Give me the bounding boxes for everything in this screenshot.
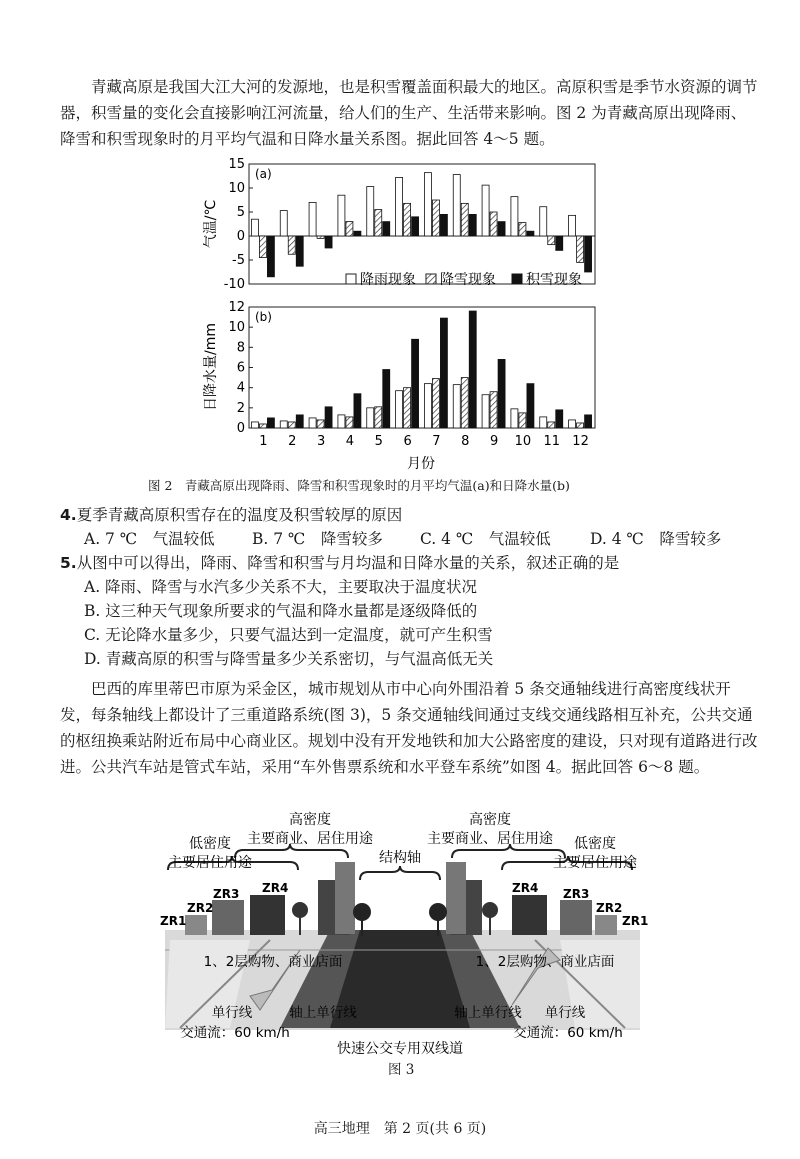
x-tick-label: 2 xyxy=(288,434,297,449)
label-high-density-left: 高密度 xyxy=(289,812,331,828)
mid-building-left xyxy=(250,895,285,935)
bar-snowfall-4 xyxy=(346,417,353,428)
bar-rain-1 xyxy=(251,422,258,428)
y-tick-label: -5 xyxy=(232,253,245,268)
label-structural-axis: 结构轴 xyxy=(379,850,421,866)
bar-snowcover-10 xyxy=(527,231,534,236)
y-tick-label: 12 xyxy=(228,300,245,315)
label-shops-left: 1、2层购物、商业店面 xyxy=(203,954,343,970)
bar-snowcover-9 xyxy=(498,359,505,428)
label-zr3-left: ZR3 xyxy=(213,887,240,901)
legend-rain: 降雨现象 xyxy=(360,272,416,288)
bar-snowfall-9 xyxy=(490,212,497,236)
bar-snowfall-11 xyxy=(548,236,555,245)
bar-rain-9 xyxy=(482,395,489,428)
bar-rain-12 xyxy=(569,215,576,236)
bar-snowfall-11 xyxy=(548,422,555,428)
bar-rain-7 xyxy=(424,173,431,236)
bar-rain-3 xyxy=(309,418,316,428)
bar-rain-2 xyxy=(280,211,287,236)
bar-snowcover-1 xyxy=(267,418,274,428)
bar-snowfall-1 xyxy=(259,424,266,428)
bar-snowfall-5 xyxy=(375,210,382,236)
y-axis-label: 日降水量/mm xyxy=(203,323,219,411)
bar-rain-5 xyxy=(367,408,374,428)
x-tick-label: 5 xyxy=(374,434,383,449)
bar-snowfall-5 xyxy=(375,407,382,428)
y-tick-label: 15 xyxy=(228,157,245,172)
bar-snowfall-12 xyxy=(577,423,584,428)
bar-snowfall-12 xyxy=(577,236,584,262)
legend-snowfall: 降雪现象 xyxy=(440,272,496,288)
bar-rain-9 xyxy=(482,185,489,236)
label-zr4-left: ZR4 xyxy=(262,881,289,895)
legend xyxy=(346,272,582,288)
x-tick-label: 1 xyxy=(259,434,268,449)
bar-snowfall-6 xyxy=(404,388,411,428)
x-tick-label: 3 xyxy=(316,434,326,449)
bar-snowfall-7 xyxy=(432,379,439,428)
q4-option-c[interactable]: C. 4 ℃ 气温较低 xyxy=(420,530,551,548)
bar-rain-12 xyxy=(569,420,576,428)
q4-option-a[interactable]: A. 7 ℃ 气温较低 xyxy=(84,530,215,548)
bar-snowcover-12 xyxy=(585,236,592,272)
bar-snowcover-3 xyxy=(325,236,332,248)
q5-option-a[interactable]: A. 降雨、降雪与水汽多少关系不大，主要取决于温度状况 xyxy=(84,578,478,596)
q4-option-d[interactable]: D. 4 ℃ 降雪较多 xyxy=(590,530,722,548)
bar-snowcover-6 xyxy=(412,217,419,236)
figure-3-caption: 图 3 xyxy=(388,1062,415,1078)
panel-title: (a) xyxy=(255,167,272,181)
bar-snowfall-8 xyxy=(461,378,468,428)
bar-snowfall-7 xyxy=(432,200,439,236)
x-tick-label: 10 xyxy=(514,434,532,449)
bar-snowfall-3 xyxy=(317,420,324,428)
label-high-use-right: 主要商业、居住用途 xyxy=(427,831,553,847)
bar-rain-4 xyxy=(338,195,345,236)
x-tick-label: 11 xyxy=(543,434,561,449)
y-tick-label: 2 xyxy=(236,400,245,416)
label-oneway-left: 单行线 xyxy=(211,1005,253,1021)
label-low-use-right: 主要居住用途 xyxy=(553,855,637,871)
bar-rain-8 xyxy=(453,175,460,236)
label-low-use-left: 主要居住用途 xyxy=(168,855,252,871)
bar-rain-11 xyxy=(540,207,547,236)
bar-snowfall-2 xyxy=(288,236,295,254)
x-axis-label: 月份 xyxy=(407,456,435,472)
y-tick-label: 6 xyxy=(236,360,245,376)
intro-paragraph-1: 青藏高原是我国大江大河的发源地，也是积雪覆盖面积最大的地区。高原积雪是季节水资源的调节器，积雪量的变化会直接影响江河流量，给人们的生产、生活带来影响。图 2 为青藏高原出现降雨、降雪和积雪现象时的月平均气温和日降水量关系图。据此回答 4～5 题。 xyxy=(60,78,758,148)
x-tick-label: 4 xyxy=(345,434,355,449)
bar-rain-10 xyxy=(511,197,518,236)
label-flow-left: 交通流：60 km/h xyxy=(180,1025,290,1041)
label-high-use-left: 主要商业、居住用途 xyxy=(247,831,373,847)
bar-snowfall-4 xyxy=(346,222,353,236)
plot-frame xyxy=(249,307,595,428)
q5-option-c[interactable]: C. 无论降水量多少，只要气温达到一定温度，就可产生积雪 xyxy=(84,626,493,644)
bar-snowfall-9 xyxy=(490,392,497,428)
bar-rain-7 xyxy=(424,384,431,428)
x-tick-label: 6 xyxy=(403,434,412,449)
y-tick-label: 8 xyxy=(236,340,245,356)
bar-snowcover-2 xyxy=(296,415,303,428)
bar-rain-5 xyxy=(367,187,374,236)
bar-rain-10 xyxy=(511,409,518,428)
bar-snowcover-12 xyxy=(585,415,592,428)
x-tick-label: 8 xyxy=(461,434,470,449)
bar-snowcover-11 xyxy=(556,236,563,250)
bar-snowcover-2 xyxy=(296,236,303,266)
bar-snowfall-10 xyxy=(519,413,526,428)
bar-rain-8 xyxy=(453,385,460,428)
y-tick-label: 0 xyxy=(236,229,245,244)
bar-snowcover-1 xyxy=(267,236,274,277)
bar-snowcover-8 xyxy=(469,311,476,428)
label-zr1-right: ZR1 xyxy=(622,914,649,928)
bar-snowcover-9 xyxy=(498,222,505,236)
x-tick-label: 9 xyxy=(489,434,499,449)
bar-snowcover-6 xyxy=(412,339,419,428)
y-tick-label: 10 xyxy=(228,181,245,196)
figure-2-caption: 图 2 青藏高原出现降雨、降雪和积雪现象时的月平均气温(a)和日降水量(b) xyxy=(148,478,570,493)
bar-snowfall-8 xyxy=(461,203,468,236)
bracket-axis xyxy=(360,866,440,880)
question-4-number: 4. xyxy=(60,506,77,524)
question-5 xyxy=(60,551,760,575)
panel-b xyxy=(202,300,595,449)
q5-option-b[interactable]: B. 这三种天气现象所要求的气温和降水量都是逐级降低的 xyxy=(84,602,478,620)
label-zr3-right: ZR3 xyxy=(563,887,590,901)
bar-snowcover-5 xyxy=(383,222,390,236)
bar-rain-2 xyxy=(280,421,287,428)
bar-rain-1 xyxy=(251,219,258,236)
x-tick-label: 7 xyxy=(432,434,441,449)
bar-snowcover-5 xyxy=(383,370,390,428)
bar-snowcover-7 xyxy=(440,318,447,428)
label-oneway-right: 单行线 xyxy=(544,1005,586,1021)
bar-snowfall-2 xyxy=(288,422,295,428)
bar-snowcover-4 xyxy=(354,231,361,236)
question-4-text: 夏季青藏高原积雪存在的温度及积雪较厚的原因 xyxy=(76,506,403,524)
figure-3-illustration xyxy=(0,800,800,1060)
bar-snowcover-3 xyxy=(325,407,332,428)
bar-snowcover-4 xyxy=(354,394,361,428)
bar-snowfall-10 xyxy=(519,223,526,236)
bar-snowfall-6 xyxy=(404,203,411,236)
x-tick-label: 12 xyxy=(572,434,589,449)
bar-rain-3 xyxy=(309,202,316,236)
question-4 xyxy=(60,503,760,527)
label-low-density-right: 低密度 xyxy=(574,836,616,852)
bar-snowcover-10 xyxy=(527,384,534,428)
y-tick-label: 10 xyxy=(228,320,245,336)
bar-rain-6 xyxy=(396,391,403,428)
q4-option-b[interactable]: B. 7 ℃ 降雪较多 xyxy=(252,530,383,548)
label-zr4-right: ZR4 xyxy=(512,881,539,895)
y-tick-label: 5 xyxy=(236,205,245,220)
label-zr2-right: ZR2 xyxy=(596,901,623,915)
y-axis-label: 气温/℃ xyxy=(203,199,219,249)
mid-building-right xyxy=(512,895,547,935)
question-5-text: 从图中可以得出，降雨、降雪和积雪与月均温和日降水量的关系，叙述正确的是 xyxy=(76,554,620,572)
y-tick-label: 4 xyxy=(236,380,245,396)
page-footer: 高三地理 第 2 页(共 6 页) xyxy=(313,1121,487,1137)
legend-snowcover: 积雪现象 xyxy=(526,272,582,288)
q5-option-d[interactable]: D. 青藏高原的积雪与降雪量多少关系密切，与气温高低无关 xyxy=(84,650,494,668)
label-axis-oneway-left: 轴上单行线 xyxy=(289,1005,357,1021)
bar-rain-6 xyxy=(396,177,403,236)
bar-rain-11 xyxy=(540,417,547,428)
bar-rain-4 xyxy=(338,415,345,428)
intro-paragraph-2: 巴西的库里蒂巴市原为采金区，城市规划从市中心向外围沿着 5 条交通轴线进行高密度线状开发，每条轴线上都设计了三重道路系统(图 3)，5 条交通轴线间通过支线交通线路相互补充，公共交通的枢纽换乘站附近布局中心商业区。规划中没有开发地铁和加大公路密度的建设，只对现有道路进行改进。公共汽车站是管式车站，采用“车外售票系统和水平登车系统”如图 4。据此回答 6～8 题。 xyxy=(60,680,758,776)
question-5-number: 5. xyxy=(60,554,77,572)
y-tick-label: -10 xyxy=(223,277,245,292)
bar-snowcover-11 xyxy=(556,410,563,428)
panel-title: (b) xyxy=(255,310,272,324)
y-tick-label: 0 xyxy=(236,421,245,436)
bar-snowfall-1 xyxy=(259,236,266,258)
label-zr1-left: ZR1 xyxy=(160,914,187,928)
bar-snowcover-7 xyxy=(440,214,447,236)
label-low-density-left: 低密度 xyxy=(189,836,231,852)
bar-snowcover-8 xyxy=(469,214,476,236)
bar-snowfall-3 xyxy=(317,236,324,238)
label-shops-right: 1、2层购物、商业店面 xyxy=(475,954,615,970)
label-flow-right: 交通流：60 km/h xyxy=(513,1025,623,1041)
label-zr2-left: ZR2 xyxy=(187,901,214,915)
label-bus-lane: 快速公交专用双线道 xyxy=(337,1041,463,1057)
label-high-density-right: 高密度 xyxy=(469,812,511,828)
label-axis-oneway-right: 轴上单行线 xyxy=(454,1005,522,1021)
